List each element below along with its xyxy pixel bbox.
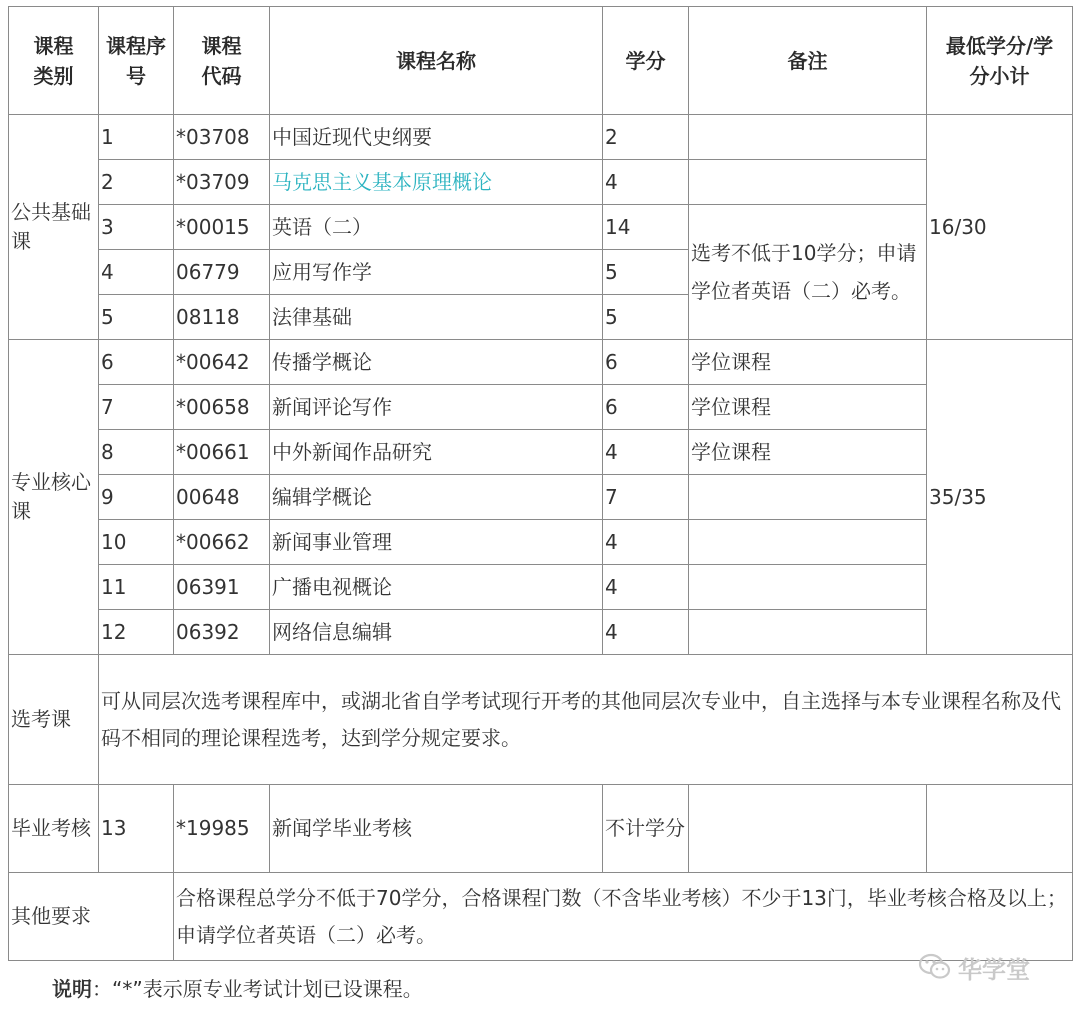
code-cell: *00662 <box>174 520 270 565</box>
remark-cell: 学位课程 <box>689 430 927 475</box>
table-row <box>9 520 1073 565</box>
name-cell: 新闻事业管理 <box>270 520 603 565</box>
code-cell: *00015 <box>174 205 270 250</box>
credit-cell: 6 <box>603 385 689 430</box>
wechat-icon <box>918 953 952 981</box>
category-core: 专业核心课 <box>9 340 99 655</box>
code-cell: 06391 <box>174 565 270 610</box>
seq-cell: 6 <box>99 340 174 385</box>
table-row <box>9 340 1073 385</box>
name-cell: 编辑学概论 <box>270 475 603 520</box>
remark-cell: 学位课程 <box>689 340 927 385</box>
remark-cell <box>689 160 927 205</box>
category-graduation: 毕业考核 <box>9 785 99 873</box>
credit-cell: 6 <box>603 340 689 385</box>
credit-cell: 4 <box>603 565 689 610</box>
credit-cell: 4 <box>603 610 689 655</box>
seq-cell: 4 <box>99 250 174 295</box>
table-row <box>9 385 1073 430</box>
code-cell: *03708 <box>174 115 270 160</box>
table-row <box>9 610 1073 655</box>
table-row <box>9 160 1073 205</box>
table-row <box>9 475 1073 520</box>
code-cell: 06392 <box>174 610 270 655</box>
seq-cell: 2 <box>99 160 174 205</box>
name-cell: 传播学概论 <box>270 340 603 385</box>
name-cell: 中国近现代史纲要 <box>270 115 603 160</box>
remark-cell <box>689 610 927 655</box>
remark-public: 选考不低于10学分；申请学位者英语（二）必考。 <box>689 205 927 340</box>
code-cell: 00648 <box>174 475 270 520</box>
subtotal-cell <box>927 785 1073 873</box>
header-minimum: 最低学分/学分小计 <box>927 7 1073 115</box>
name-cell: 法律基础 <box>270 295 603 340</box>
name-cell: 中外新闻作品研究 <box>270 430 603 475</box>
header-remark: 备注 <box>689 7 927 115</box>
elective-text: 可从同层次选考课程库中，或湖北省自学考试现行开考的其他同层次专业中，自主选择与本专业课程名称及代码不相同的理论课程选考，达到学分规定要求。 <box>99 655 1073 785</box>
header-category: 课程类别 <box>9 7 99 115</box>
credit-cell: 4 <box>603 520 689 565</box>
seq-cell: 10 <box>99 520 174 565</box>
remark-cell <box>689 520 927 565</box>
code-cell: *03709 <box>174 160 270 205</box>
watermark-text: 华学堂 <box>958 955 1030 984</box>
remark-cell: 学位课程 <box>689 385 927 430</box>
course-plan-table <box>8 6 1073 961</box>
watermark <box>918 948 1058 986</box>
footnote-label: 说明 <box>52 977 92 1001</box>
credit-cell: 5 <box>603 250 689 295</box>
category-public: 公共基础课 <box>9 115 99 340</box>
header-credit: 学分 <box>603 7 689 115</box>
footnote <box>52 973 423 1002</box>
category-elective: 选考课 <box>9 655 99 785</box>
subtotal-core: 35/35 <box>927 340 1073 655</box>
table-row <box>9 873 1073 961</box>
subtotal-public: 16/30 <box>927 115 1073 340</box>
header-row <box>9 7 1073 115</box>
name-cell: 应用写作学 <box>270 250 603 295</box>
seq-cell: 12 <box>99 610 174 655</box>
table-row <box>9 205 1073 250</box>
table-row <box>9 655 1073 785</box>
footnote-text: ：“*”表示原专业考试计划已设课程。 <box>92 977 423 1001</box>
other-text: 合格课程总学分不低于70学分，合格课程门数（不含毕业考核）不少于13门，毕业考核合格及以上；申请学位者英语（二）必考。 <box>174 873 1073 961</box>
credit-cell: 4 <box>603 430 689 475</box>
remark-cell <box>689 785 927 873</box>
name-cell: 新闻学毕业考核 <box>270 785 603 873</box>
remark-cell <box>689 565 927 610</box>
code-cell: 08118 <box>174 295 270 340</box>
seq-cell: 9 <box>99 475 174 520</box>
seq-cell: 7 <box>99 385 174 430</box>
remark-cell <box>689 115 927 160</box>
remark-cell <box>689 475 927 520</box>
category-other: 其他要求 <box>9 873 174 961</box>
credit-cell: 7 <box>603 475 689 520</box>
header-seq: 课程序号 <box>99 7 174 115</box>
seq-cell: 8 <box>99 430 174 475</box>
code-cell: *00642 <box>174 340 270 385</box>
course-link[interactable]: 马克思主义基本原理概论 <box>272 169 492 194</box>
seq-cell: 5 <box>99 295 174 340</box>
name-cell: 新闻评论写作 <box>270 385 603 430</box>
code-cell: *00658 <box>174 385 270 430</box>
code-cell: *19985 <box>174 785 270 873</box>
seq-cell: 13 <box>99 785 174 873</box>
seq-cell: 3 <box>99 205 174 250</box>
header-name: 课程名称 <box>270 7 603 115</box>
credit-cell: 5 <box>603 295 689 340</box>
table-row <box>9 565 1073 610</box>
table-row <box>9 430 1073 475</box>
code-cell: *00661 <box>174 430 270 475</box>
credit-cell: 2 <box>603 115 689 160</box>
name-cell: 广播电视概论 <box>270 565 603 610</box>
seq-cell: 11 <box>99 565 174 610</box>
seq-cell: 1 <box>99 115 174 160</box>
credit-cell: 不计学分 <box>603 785 689 873</box>
header-code: 课程代码 <box>174 7 270 115</box>
credit-cell: 4 <box>603 160 689 205</box>
name-cell: 英语（二） <box>270 205 603 250</box>
name-cell: 网络信息编辑 <box>270 610 603 655</box>
credit-cell: 14 <box>603 205 689 250</box>
code-cell: 06779 <box>174 250 270 295</box>
name-cell <box>270 160 603 205</box>
table-row <box>9 115 1073 160</box>
table-row <box>9 785 1073 873</box>
